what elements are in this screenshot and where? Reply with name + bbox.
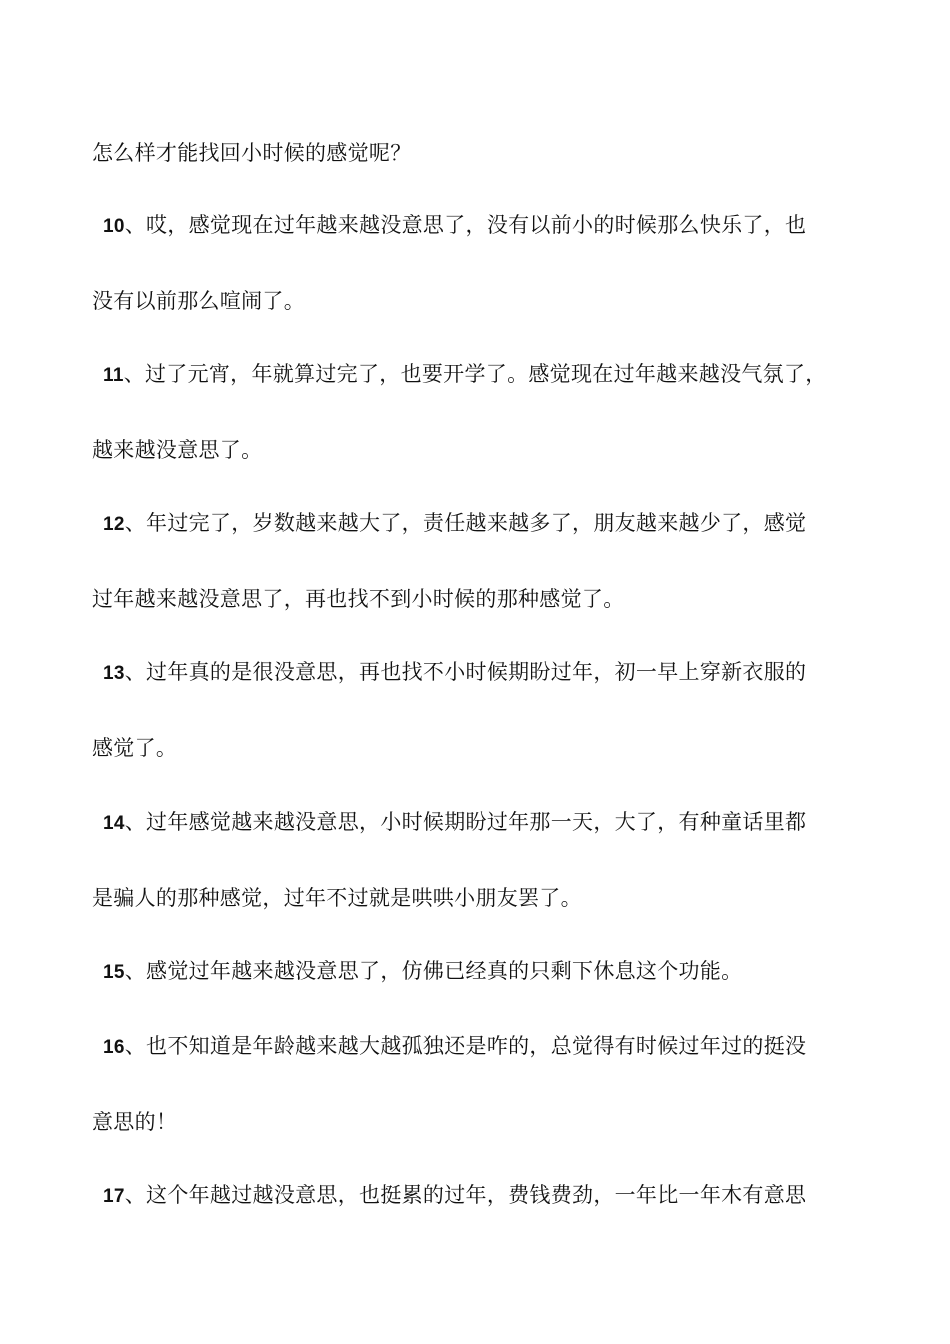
text-line xyxy=(92,1108,872,1136)
item-number: 12 xyxy=(103,514,125,535)
item-number: 17 xyxy=(103,1186,125,1207)
item-number: 10 xyxy=(103,216,125,237)
numbered-line xyxy=(103,1181,883,1211)
text-line xyxy=(92,139,872,167)
text-line xyxy=(92,734,872,762)
item-number: 13 xyxy=(103,663,125,684)
line-text: 、过年感觉越来越没意思，小时候期盼过年那一天，大了，有种童话里都 xyxy=(124,810,807,834)
item-number: 16 xyxy=(103,1037,125,1058)
line-text: 、年过完了，岁数越来越大了，责任越来越多了，朋友越来越少了，感觉 xyxy=(124,511,807,535)
numbered-line xyxy=(103,509,883,539)
item-number: 11 xyxy=(103,365,124,386)
text-line xyxy=(92,436,872,464)
line-text: 怎么样才能找回小时候的感觉呢？ xyxy=(92,141,412,165)
text-line xyxy=(92,884,872,912)
text-line xyxy=(92,287,872,315)
line-text: 、哎，感觉现在过年越来越没意思了，没有以前小的时候那么快乐了，也 xyxy=(124,213,807,237)
numbered-line xyxy=(103,658,883,688)
line-text: 意思的！ xyxy=(92,1110,178,1134)
line-text: 、感觉过年越来越没意思了，仿佛已经真的只剩下休息这个功能。 xyxy=(124,959,743,983)
line-text: 过年越来越没意思了，再也找不到小时候的那种感觉了。 xyxy=(92,587,625,611)
line-text: 没有以前那么喧闹了。 xyxy=(92,289,305,313)
numbered-line xyxy=(103,211,883,241)
line-text: 、这个年越过越没意思，也挺累的过年，费钱费劲，一年比一年木有意思 xyxy=(124,1183,807,1207)
line-text: 感觉了。 xyxy=(92,736,178,760)
line-text: 越来越没意思了。 xyxy=(92,438,263,462)
numbered-line xyxy=(103,1032,883,1062)
item-number: 15 xyxy=(103,962,125,983)
line-text: 、过了元宵，年就算过完了，也要开学了。感觉现在过年越来越没气氛了， xyxy=(123,362,827,386)
line-text: 、过年真的是很没意思，再也找不小时候期盼过年，初一早上穿新衣服的 xyxy=(124,660,807,684)
text-line xyxy=(92,585,872,613)
numbered-line xyxy=(103,957,883,987)
numbered-line xyxy=(103,360,883,390)
line-text: 是骗人的那种感觉，过年不过就是哄哄小朋友罢了。 xyxy=(92,886,582,910)
numbered-line xyxy=(103,808,883,838)
item-number: 14 xyxy=(103,813,125,834)
line-text: 、也不知道是年龄越来越大越孤独还是咋的，总觉得有时候过年过的挺没 xyxy=(124,1034,807,1058)
